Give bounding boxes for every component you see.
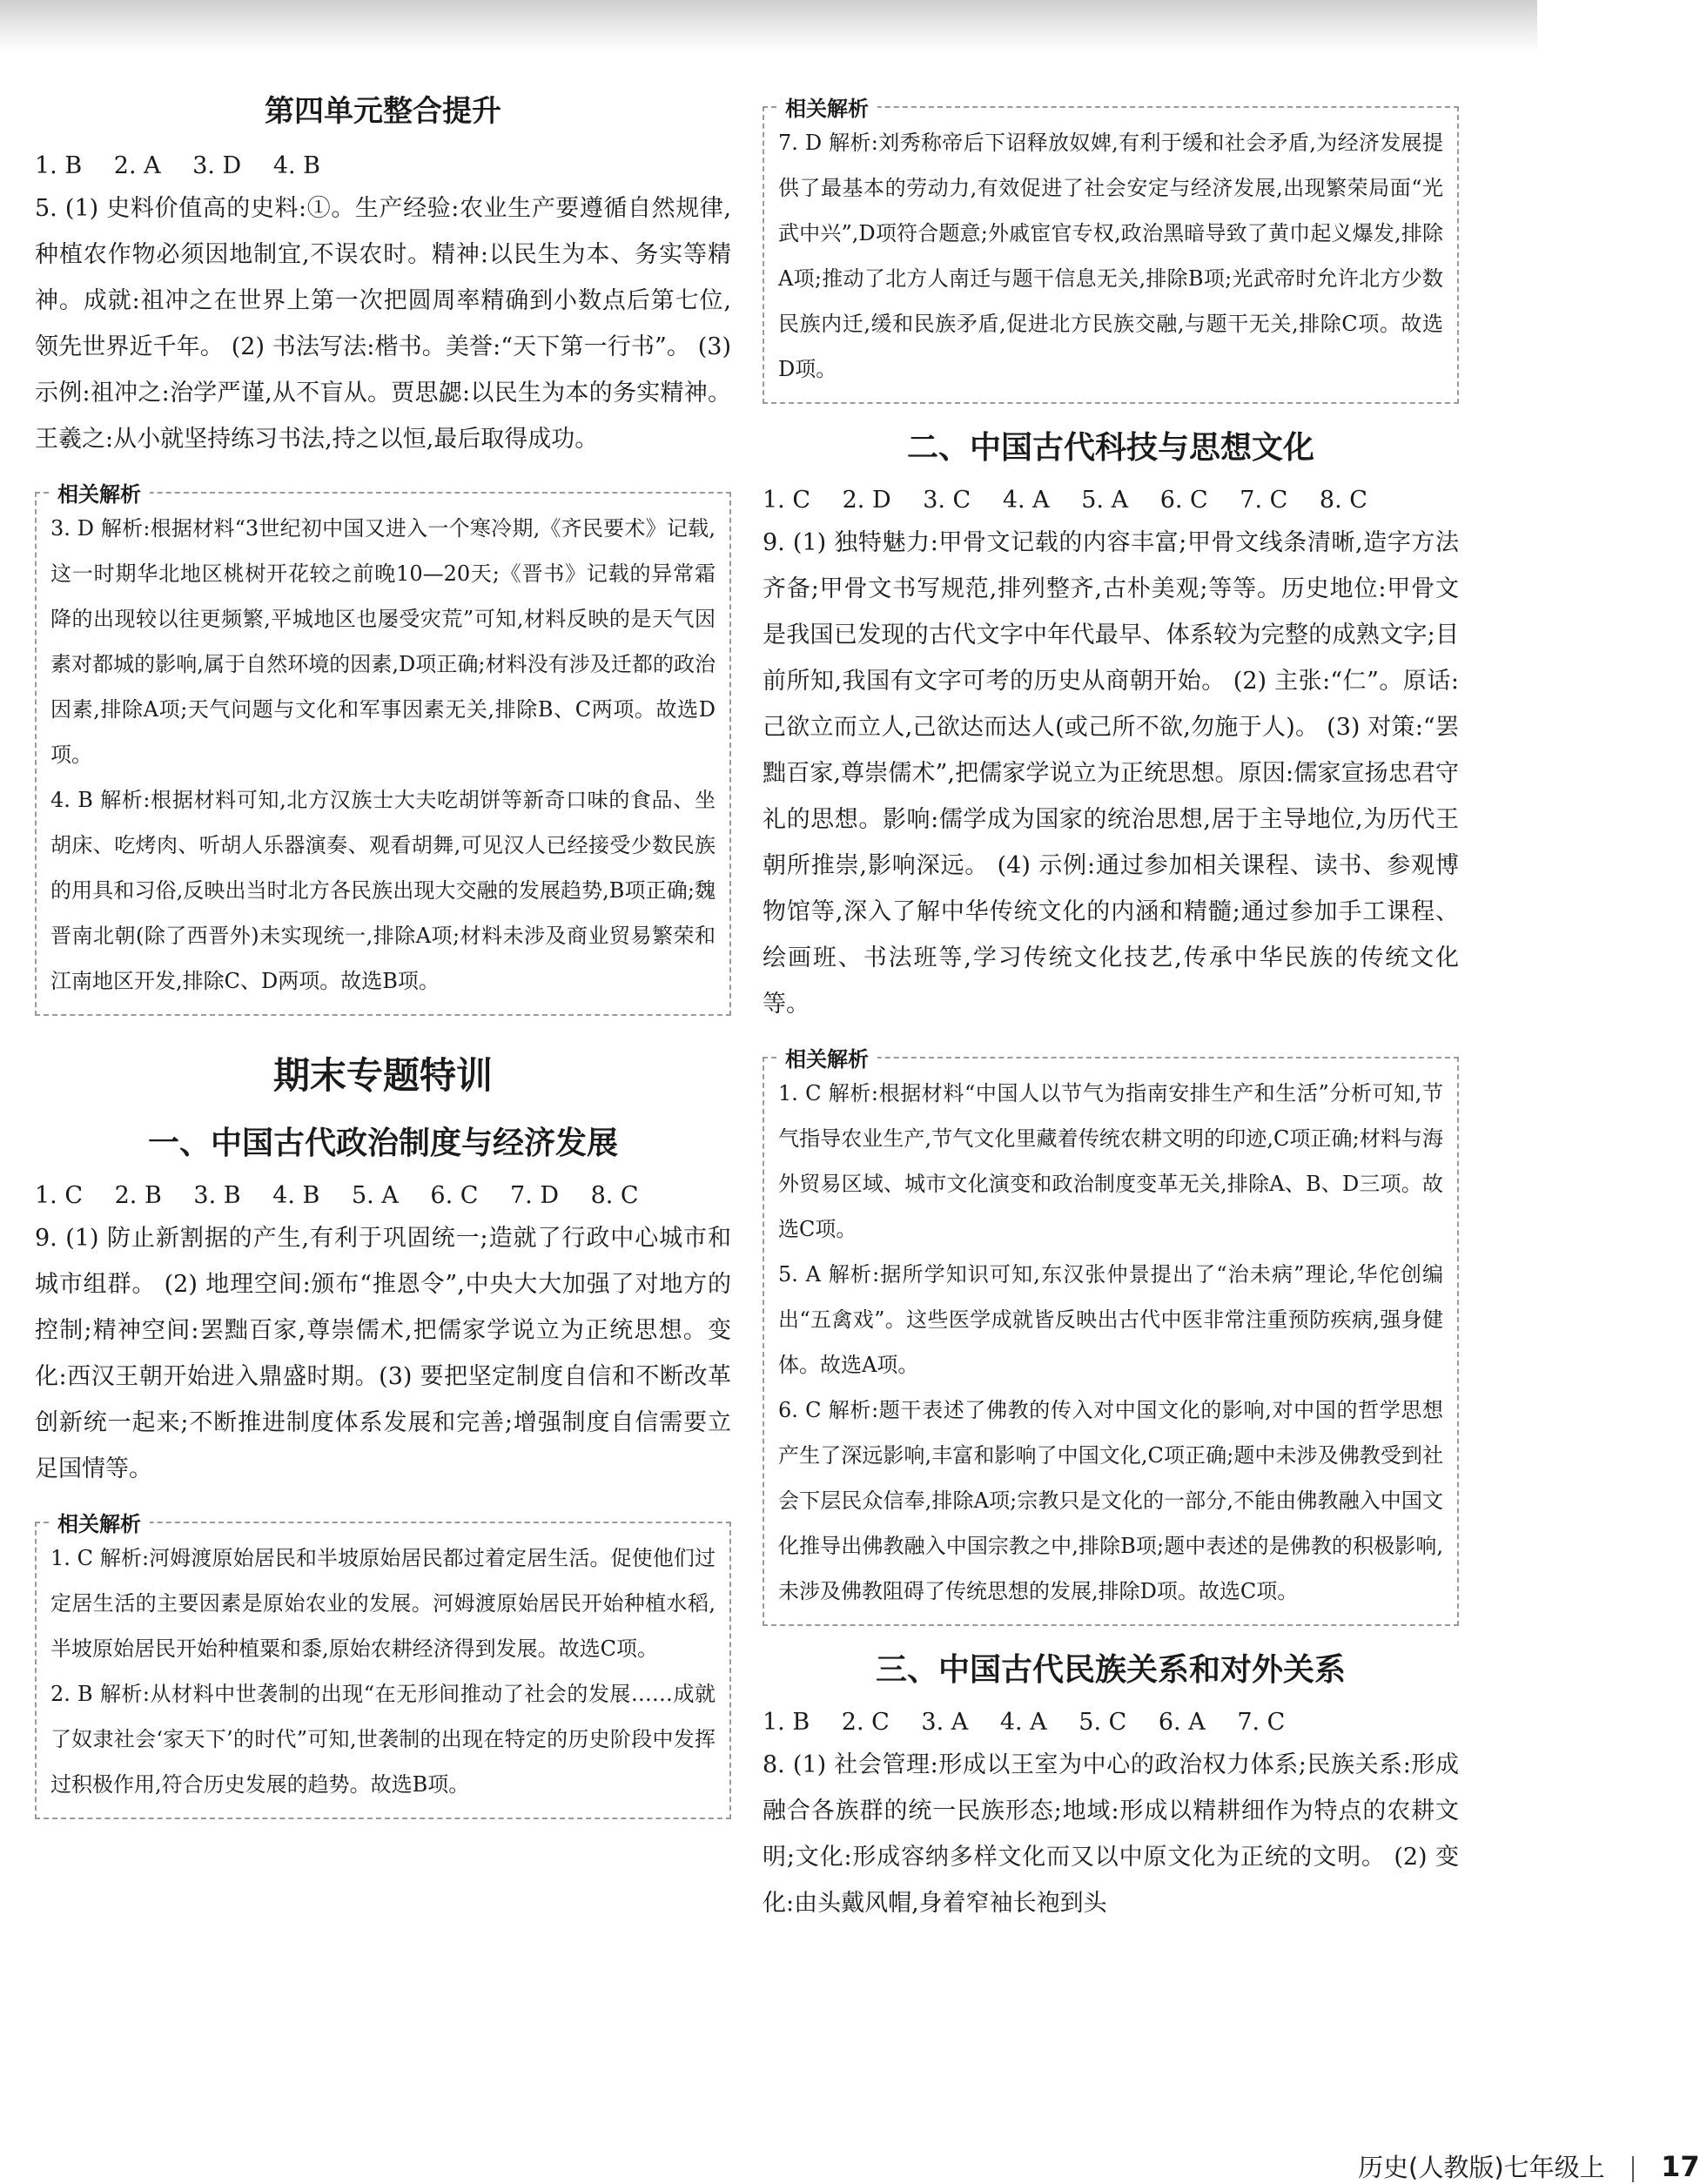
answer: 1. C [35,1182,84,1209]
answer: 3. A [921,1709,969,1736]
answer: 4. A [999,1709,1047,1736]
answer: 8. C [590,1182,639,1209]
answer: 3. D [192,152,242,179]
answer: 7. D [510,1182,559,1209]
answer: 2. D [842,487,891,514]
answer: 6. A [1158,1709,1206,1736]
answer: 5. C [1078,1709,1127,1736]
answer: 3. B [193,1182,241,1209]
answer: 4. A [1002,487,1050,514]
analysis-label: 相关解析 [49,1507,150,1537]
analysis-item: 1. C 解析:河姆渡原始居民和半坡原始居民都过着定居生活。促使他们过定居生活的主要因素是原始农业的发展。河姆渡原始居民开始种植水稻,半坡原始居民开始种植粟和黍,原始农耕经济得到发展。故选C项。 [50,1546,716,1661]
section1-choice-answers [35,1177,731,1215]
answer: 2. C [841,1709,890,1736]
analysis-box [35,482,731,1016]
section3-choice-answers [763,1704,1459,1742]
footer-subject: 历史(人教版)七年级上 [1358,2153,1605,2182]
footer-divider [1632,2156,1634,2182]
analysis-item: 3. D 解析:根据材料“3世纪初中国又进入一个寒冷期,《齐民要术》记载,这一时期华北地区桃树开花较之前晚10—20天;《晋书》记载的异常霜降的出现较以往更频繁,平城地区也屡受灾荒”可知,材料反映的是天气因素对都城的影响,属于自然环境的因素,D项正确;材料没有涉及迁都的政治因素,排除A项;天气问题与文化和军事因素无关,排除B、C两项。故选D项。 [50,516,716,767]
answer: 2. B [114,1182,162,1209]
scan-top-shadow [0,0,1537,52]
unit-q5-answer: 5. (1) 史料价值高的史料:①。生产经验:农业生产要遵循自然规律,种植农作物必须因地制宜,不误农时。精神:以民生为本、务实等精神。成就:祖冲之在世界上第一次把圆周率精确到小数点后第七位,领先世界近千年。 (2) 书法写法:楷书。美誉:“天下第一行书”。 (3) 示例:祖冲之:治学严谨,从不盲从。贾思勰:以民生为本的务实精神。王羲之:从小就坚持练习书法,持之以恒,最后取得成功。 [35,195,731,453]
analysis-item: 2. B 解析:从材料中世袭制的出现“在无形间推动了社会的发展……成就了奴隶社会‘家天下’的时代”可知,世袭制的出现在特定的历史阶段中发挥过积极作用,符合历史发展的趋势。故选B项。 [50,1682,716,1797]
analysis-box [763,1047,1459,1626]
answer: 7. C [1237,1709,1286,1736]
analysis-item: 1. C 解析:根据材料“中国人以节气为指南安排生产和生活”分析可知,节气指导农业生产,节气文化里藏着传统农耕文明的印迹,C项正确;材料与海外贸易区域、城市文化演变和政治制度变革无关,排除A、B、D三项。故选C项。 [778,1081,1443,1241]
answer: 4. B [272,152,320,179]
answer: 7. C [1240,487,1288,514]
answer: 3. C [923,487,971,514]
unit-title: 第四单元整合提升 [265,94,501,129]
answer: 2. A [113,152,161,179]
answer: 6. C [1159,487,1208,514]
answer: 1. C [763,487,811,514]
section2-q9-answer: 9. (1) 独特魅力:甲骨文记载的内容丰富;甲骨文线条清晰,造字方法齐备;甲骨文书写规范,排列整齐,古朴美观;等等。历史地位:甲骨文是我国已发现的古代文字中年代最早、体系较为完整的成熟文字;目前所知,我国有文字可考的历史从商朝开始。 (2) 主张:“仁”。原话:己欲立而立人,己欲达而达人(或己所不欲,勿施于人)。 (3) 对策:“罢黜百家,尊崇儒术”,把儒家学说立为正统思想。原因:儒家宣扬忠君守礼的思想。影响:儒学成为国家的统治思想,居于主导地位,为历代王朝所推崇,影响深远。 (4) 示例:通过参加相关课程、读书、参观博物馆等,深入了解中华传统文化的内涵和精髓;通过参加手工课程、绘画班、书法班等,学习传统文化技艺,传承中华民族的传统文化等。 [763,529,1459,1018]
analysis-label: 相关解析 [776,1042,877,1072]
analysis-box [763,97,1459,404]
answer: 8. C [1319,487,1367,514]
analysis-label: 相关解析 [776,91,877,122]
analysis-item: 6. C 解析:题干表述了佛教的传入对中国文化的影响,对中国的哲学思想产生了深远影响,丰富和影响了中国文化,C项正确;题中未涉及佛教受到社会下层民众信奉,排除A项;宗教只是文化的一部分,不能由佛教融入中国文化推导出佛教融入中国宗教之中,排除B项;题中表述的是佛教的积极影响,未涉及佛教阻碍了传统思想的发展,排除D项。故选C项。 [778,1398,1443,1603]
section-title-2: 二、中国古代科技与思想文化 [906,430,1314,466]
answer: 1. B [35,152,83,179]
section3-q8-answer: 8. (1) 社会管理:形成以王室为中心的政治权力体系;民族关系:形成融合各族群的统一民族形态;地域:形成以精耕细作为特点的农耕文明;文化:形成容纳多样文化而又以中原文化为正统的文明。 (2) 变化:由头戴风帽,身着窄袖长袍到头 [763,1751,1459,1917]
page-number: 17 [1661,2150,1700,2183]
answer: 6. C [430,1182,479,1209]
analysis-item: 7. D 解析:刘秀称帝后下诏释放奴婢,有利于缓和社会矛盾,为经济发展提供了最基本的劳动力,有效促进了社会安定与经济发展,出现繁荣局面“光武中兴”,D项符合题意;外戚宦官专权,政治黑暗导致了黄巾起义爆发,排除A项;推动了北方人南迁与题干信息无关,排除B项;光武帝时允许北方少数民族内迁,缓和民族矛盾,促进北方民族交融,与题干无关,排除C项。故选D项。 [778,131,1443,381]
page-footer [1358,2148,1700,2184]
analysis-item: 4. B 解析:根据材料可知,北方汉族士大夫吃胡饼等新奇口味的食品、坐胡床、吃烤肉、听胡人乐器演奏、观看胡舞,可见汉人已经接受少数民族的用具和习俗,反映出当时北方各民族出现大交融的发展趋势,B项正确;魏晋南北朝(除了西晋外)未实现统一,排除A项;材料未涉及商业贸易繁荣和江南地区开发,排除C、D两项。故选B项。 [50,788,716,993]
analysis-label: 相关解析 [49,477,150,507]
right-column [763,87,1459,1926]
analysis-item: 5. A 解析:据所学知识可知,东汉张仲景提出了“治未病”理论,华佗创编出“五禽戏”。这些医学成就皆反映出古代中医非常注重预防疾病,强身健体。故选A项。 [778,1262,1443,1377]
final-special-title: 期末专题特训 [272,1054,493,1097]
section-title-3: 三、中国古代民族关系和对外关系 [875,1652,1346,1688]
section1-q9-answer: 9. (1) 防止新割据的产生,有利于巩固统一;造就了行政中心城市和城市组群。 (2) 地理空间:颁布“推恩令”,中央大大加强了对地方的控制;精神空间:罢黜百家,尊崇儒术,把儒家学说立为正统思想。变化:西汉王朝开始进入鼎盛时期。(3) 要把坚定制度自信和不断改革创新统一起来;不断推进制度体系发展和完善;增强制度自信需要立足国情等。 [35,1225,731,1482]
analysis-box [35,1512,731,1819]
answer: 4. B [272,1182,320,1209]
section-title-1: 一、中国古代政治制度与经济发展 [147,1126,618,1161]
left-column [35,87,731,1835]
answer: 5. A [351,1182,399,1209]
section2-choice-answers [763,481,1459,520]
unit-choice-answers [35,147,731,185]
answer: 5. A [1081,487,1129,514]
answer: 1. B [763,1709,810,1736]
